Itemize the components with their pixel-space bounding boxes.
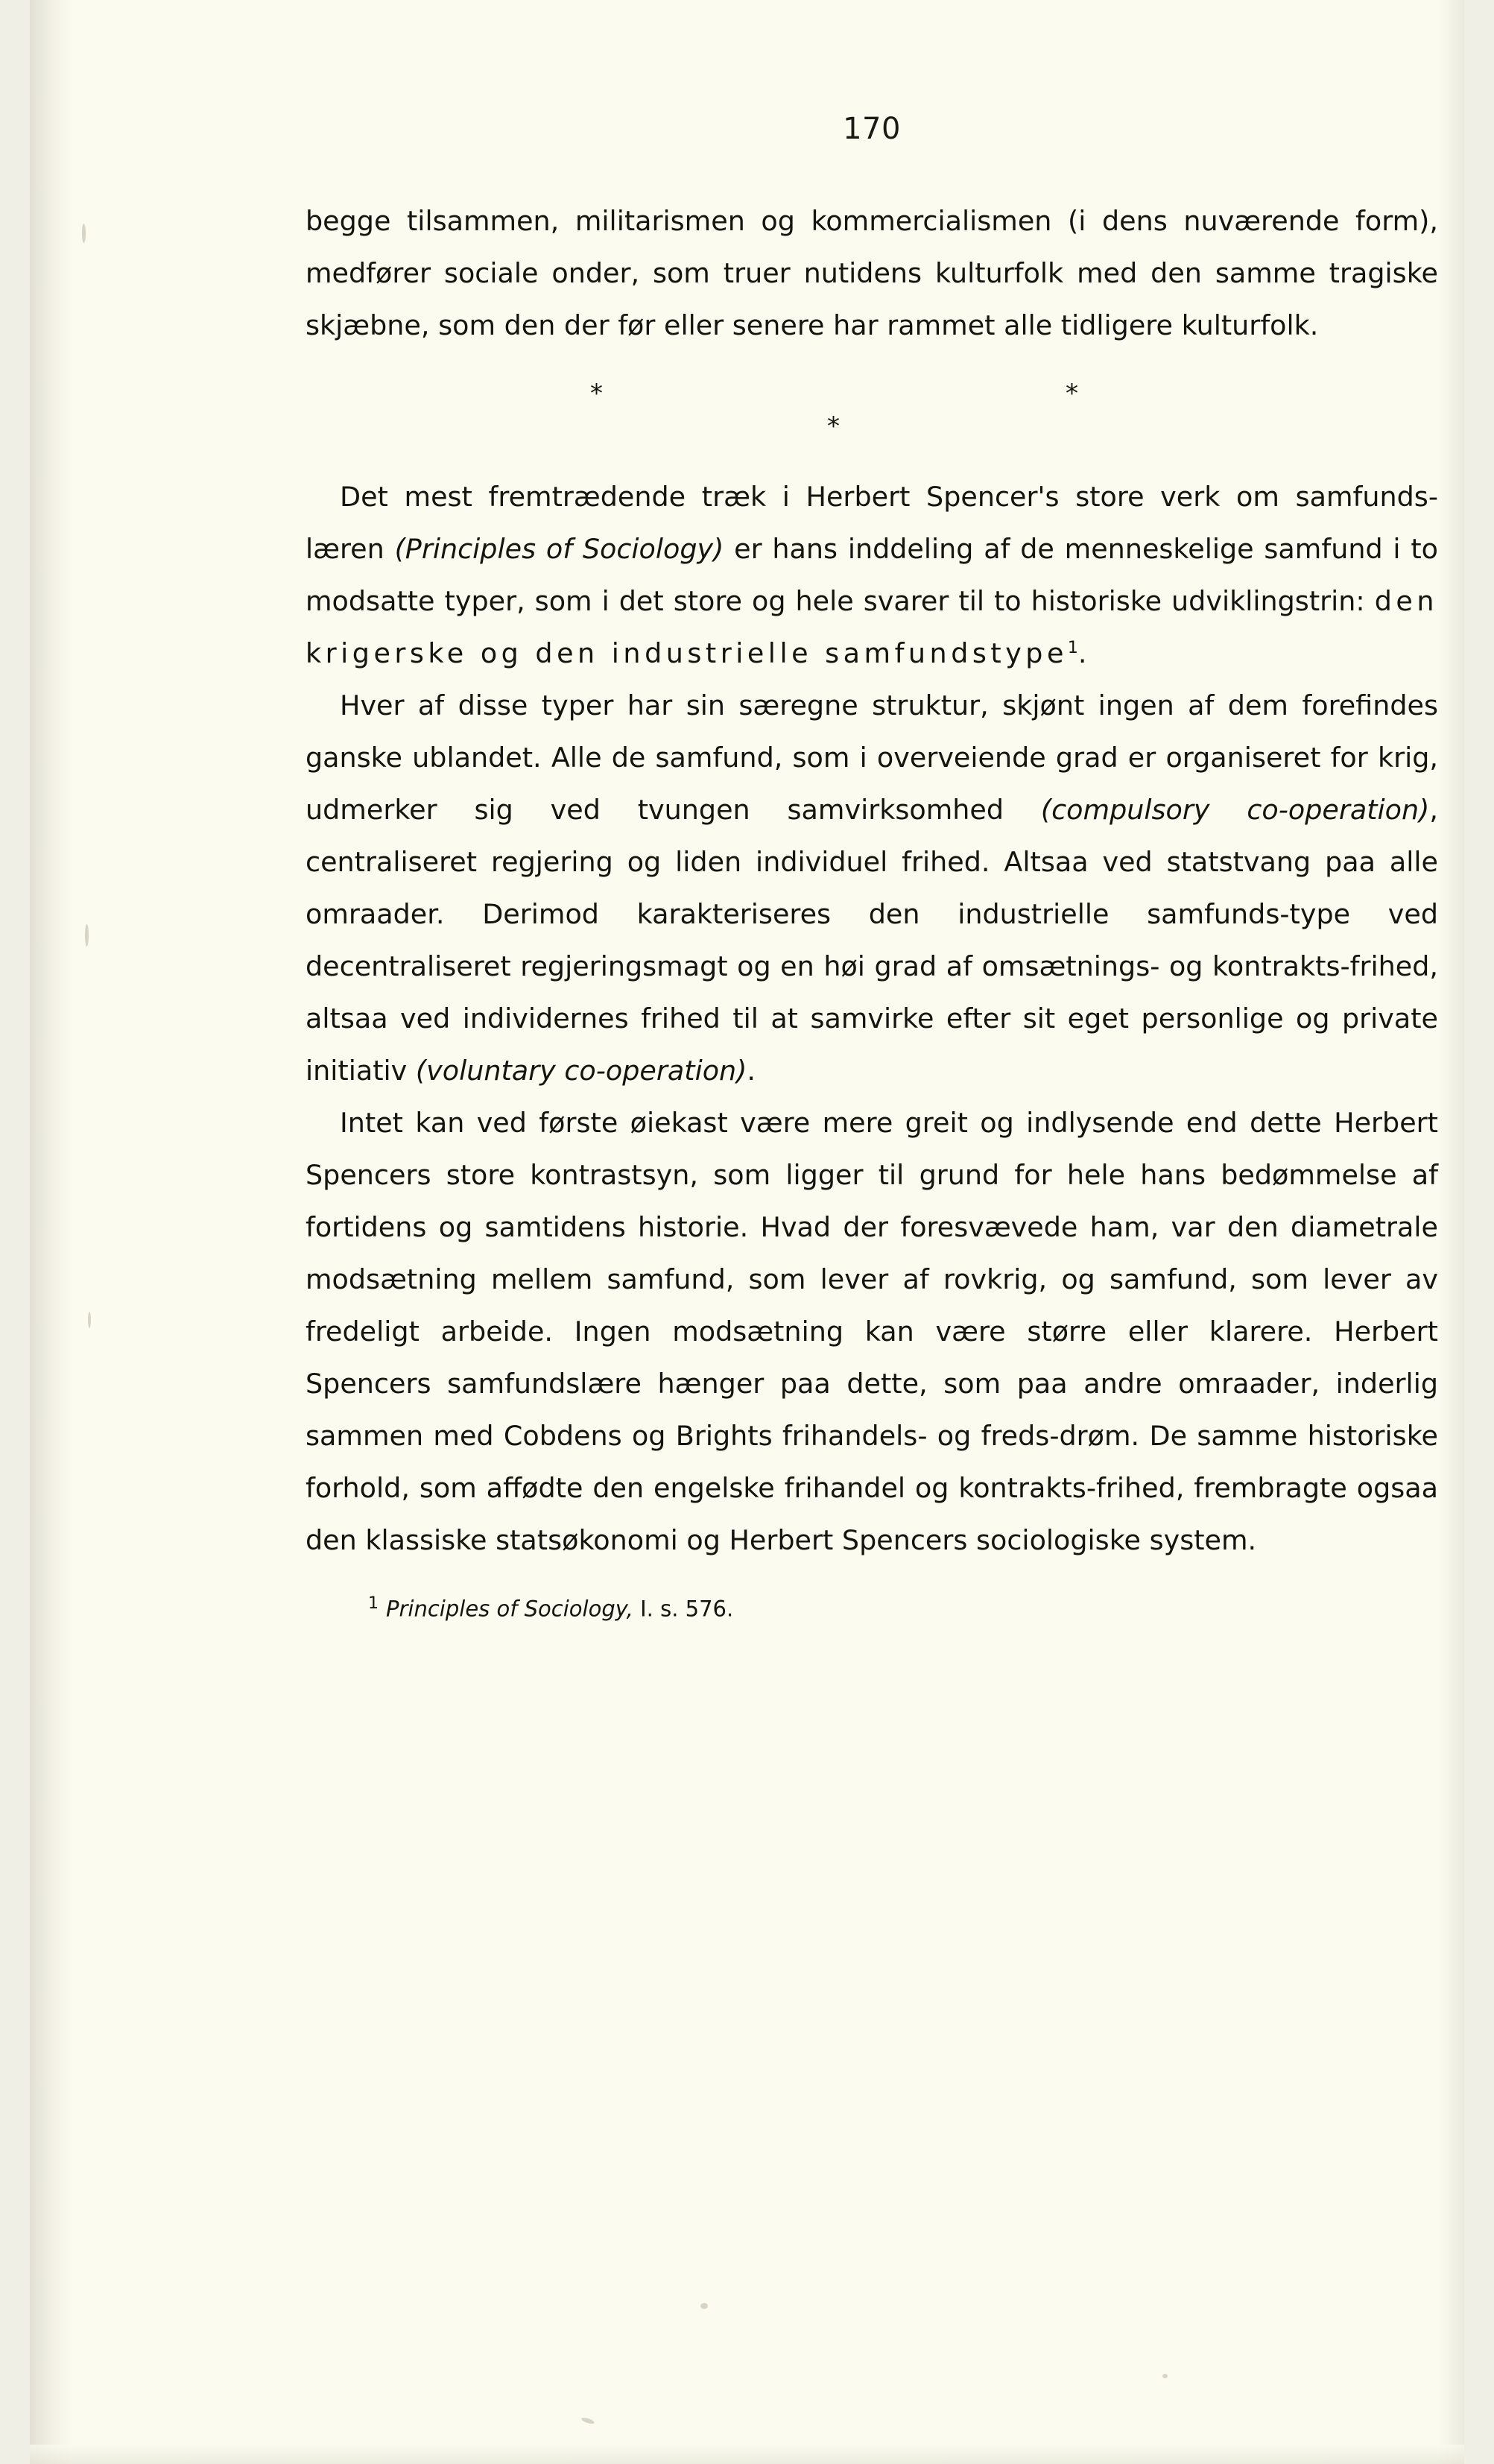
section-break-asterisks bbox=[306, 365, 1438, 462]
paragraph-2-run-2: er hans inddeling af de menneskelige samfund i to modsatte typer, som i det store og hele svarer til to historiske udviklingstrin: bbox=[306, 533, 1438, 617]
paragraph-3-run-3: . bbox=[747, 1055, 756, 1087]
scanned-page bbox=[30, 0, 1464, 2464]
paragraph-3-italic-compulsory: (compulsory co-operation) bbox=[1040, 794, 1430, 826]
scan-speck bbox=[85, 924, 89, 947]
paragraph-2-letterspaced-terms: den krigerske og den industrielle samfundstype bbox=[306, 585, 1438, 669]
scan-speck bbox=[82, 224, 86, 243]
footnote-reference-marker: 1 bbox=[1067, 638, 1078, 657]
paragraph-3-italic-voluntary: (voluntary co-operation) bbox=[415, 1055, 747, 1087]
paragraph-2-run-1: Det mest fremtrædende træk i Herbert Spencer's store verk om samfunds-læren bbox=[306, 481, 1438, 565]
page-number: 170 bbox=[843, 112, 901, 146]
scan-speck bbox=[581, 2416, 595, 2424]
paragraph-2-run-3: . bbox=[1077, 637, 1087, 669]
footnote bbox=[306, 1589, 1438, 1624]
asterisk-3: * bbox=[1066, 379, 1078, 408]
footnote-number: 1 bbox=[368, 1594, 379, 1613]
footnote-title: Principles of Sociology, bbox=[386, 1596, 633, 1622]
footnote-reference: I. s. 576. bbox=[633, 1596, 734, 1622]
paragraph-3 bbox=[306, 680, 1438, 1097]
paragraph-3-run-1: Hver af disse typer har sin særegne struktur, skjønt ingen af dem forefindes ganske ublandet. Alle de samfund, som i overveiende grad er organiseret for krig, udmerker sig ved tvungen samvirksomhed bbox=[306, 689, 1438, 826]
paragraph-2-italic-title: (Principles of Sociology) bbox=[394, 533, 724, 565]
page-bottom-edge-shadow bbox=[30, 2445, 1464, 2464]
page-right-edge-shadow bbox=[1437, 0, 1464, 2464]
scan-speck bbox=[88, 1312, 91, 1328]
asterisk-2: * bbox=[827, 411, 840, 441]
paragraph-1-text: begge tilsammen, militarismen og kommercialismen (i dens nuværende form), medfører sociale onder, som truer nutidens kulturfolk med den samme tragiske skjæbne, som den der før eller senere har rammet alle tidligere kulturfolk. bbox=[306, 205, 1438, 341]
paragraph-1 bbox=[306, 195, 1438, 352]
page-text-block bbox=[306, 112, 1438, 1624]
page-gutter-shadow bbox=[30, 0, 73, 2464]
scan-speck bbox=[1162, 2374, 1168, 2378]
paragraph-3-run-2: , centraliseret regjering og liden individuel frihed. Altsaa ved statstvang paa alle omraader. Derimod karakteriseres den industrielle samfunds-type ved decentraliseret regjeringsmagt og en høi grad af omsætnings- og kontrakts-frihed, altsaa ved individernes frihed til at samvirke efter sit eget personlige og private initiativ bbox=[306, 794, 1438, 1087]
paragraph-4 bbox=[306, 1097, 1438, 1567]
asterisk-1: * bbox=[590, 379, 603, 408]
paragraph-2 bbox=[306, 471, 1438, 680]
paragraph-4-text: Intet kan ved første øiekast være mere greit og indlysende end dette Herbert Spencers store kontrastsyn, som ligger til grund for hele hans bedømmelse af fortidens og samtidens historie. Hvad der foresvævede ham, var den diametrale modsætning mellem samfund, som lever af rovkrig, og samfund, som lever av fredeligt arbeide. Ingen modsætning kan være større eller klarere. Herbert Spencers samfundslære hænger paa dette, som paa andre omraader, inderlig sammen med Cobdens og Brights frihandels- og freds-drøm. De samme historiske forhold, som affødte den engelske frihandel og kontrakts-frihed, frembragte ogsaa den klassiske statsøkonomi og Herbert Spencers sociologiske system. bbox=[306, 1107, 1438, 1556]
scan-speck bbox=[700, 2303, 708, 2309]
